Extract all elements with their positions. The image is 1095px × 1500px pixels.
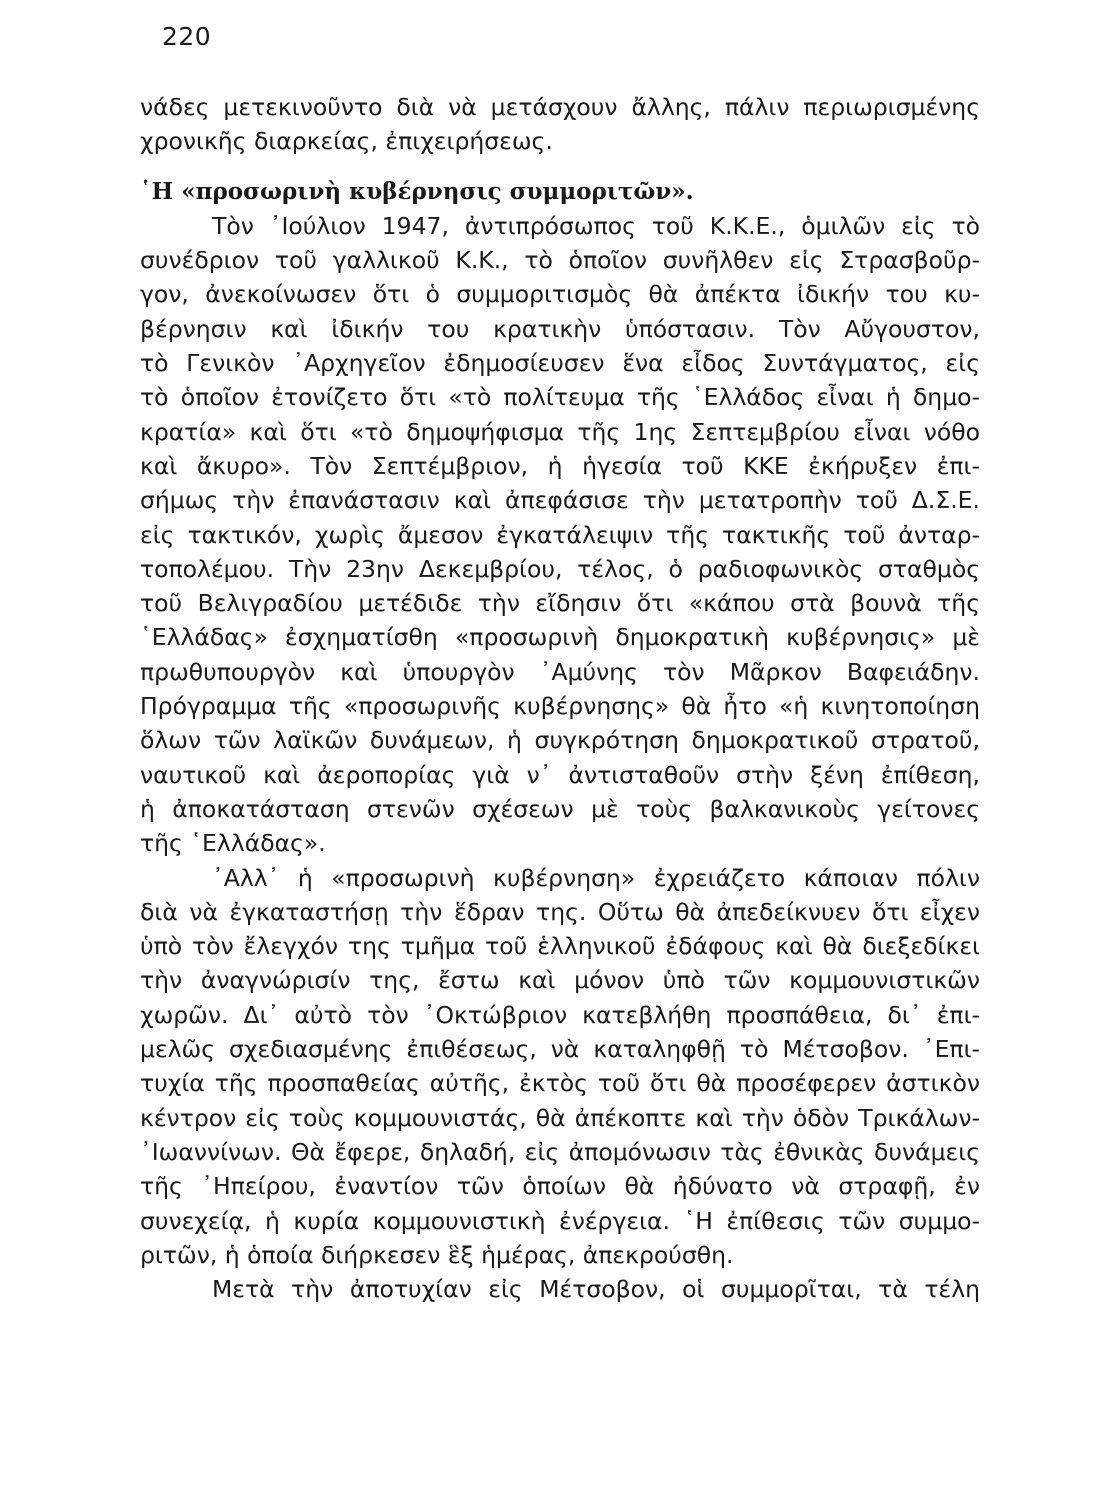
text-line: πρωθυπουργὸν καὶ ὑπουργὸν ᾽Αμύνης τὸν Μᾶρκον Βαφειάδην. (140, 657, 980, 686)
text-line: κρατία» καὶ ὅτι «τὸ δημοψήφισμα τῆς 1ης Σεπτεμβρίου εἶναι νόθο (140, 417, 980, 446)
text-line: ὅλων τῶν λαϊκῶν δυνάμεων, ἡ συγκρότηση δημοκρατικοῦ στρατοῦ, (140, 726, 980, 755)
paragraph-first-line: Τὸν ᾽Ιούλιον 1947, ἀντιπρόσωπος τοῦ Κ.Κ.Ε., ὁμιλῶν εἰς τὸ (212, 211, 980, 240)
text-line: μελῶς σχεδιασμένης ἐπιθέσεως, νὰ καταληφθῇ τὸ Μέτσοβον. ᾽Επι- (140, 1035, 980, 1064)
text-line: ῾Ελλάδας» ἐσχηματίσθη «προσωρινὴ δημοκρατικὴ κυβέρνησις» μὲ (140, 623, 980, 652)
page-number: 220 (162, 22, 212, 51)
text-line: διὰ νὰ ἐγκαταστήσῃ τὴν ἕδραν της. Οὕτω θὰ ἀπεδείκνυεν ὅτι εἶχεν (140, 897, 980, 926)
text-line: κέντρον εἰς τοὺς κομμουνιστάς, θὰ ἀπέκοπτε καὶ τὴν ὁδὸν Τρικάλων- (140, 1103, 980, 1132)
text-line: τοπολέμου. Τὴν 23ην Δεκεμβρίου, τέλος, ὁ ραδιοφωνικὸς σταθμὸς (140, 554, 980, 583)
text-line: τῆς ᾽Ηπείρου, ἐναντίον τῶν ὁποίων θὰ ἠδύνατο νὰ στραφῇ, ἐν (140, 1172, 980, 1201)
paragraph-first-line: ᾽Αλλ᾽ ἡ «προσωρινὴ κυβέρνηση» ἐχρειάζετο κάποιαν πόλιν (212, 863, 980, 892)
text-line: τοῦ Βελιγραδίου μετέδιδε τὴν εἴδησιν ὅτι «κάπου στὰ βουνὰ τῆς (140, 589, 980, 618)
text-line: τὸ Γενικὸν ᾽Αρχηγεῖον ἐδημοσίευσεν ἕνα εἶδος Συντάγματος, εἰς (140, 349, 980, 378)
text-line: σήμως τὴν ἐπανάστασιν καὶ ἀπεφάσισε τὴν μετατροπὴν τοῦ Δ.Σ.Ε. (140, 486, 980, 515)
text-line: συνεχείᾳ, ἡ κυρία κομμουνιστικὴ ἐνέργεια. ῾Η ἐπίθεσις τῶν συμμο- (140, 1206, 980, 1235)
text-line: τὸ ὁποῖον ἐτονίζετο ὅτι «τὸ πολίτευμα τῆς ῾Ελλάδος εἶναι ἡ δημο- (140, 383, 980, 412)
paragraph-first-line: Μετὰ τὴν ἀποτυχίαν εἰς Μέτσοβον, οἱ συμμορῖται, τὰ τέλη (212, 1275, 980, 1304)
text-line: χωρῶν. Δι᾽ αὐτὸ τὸν ᾽Οκτώβριον κατεβλήθη προσπάθεια, δι᾽ ἐπι- (140, 1000, 980, 1029)
body-text (140, 90, 980, 1306)
text-line: νάδες μετεκινοῦντο διὰ νὰ μετάσχουν ἄλλης, πάλιν περιωρισμένης (140, 93, 980, 121)
text-line: τυχία τῆς προσπαθείας αὐτῆς, ἐκτὸς τοῦ ὅτι θὰ προσέφερεν ἀστικὸν (140, 1069, 980, 1098)
text-line: ὑπὸ τὸν ἔλεγχόν της τμῆμα τοῦ ἑλληνικοῦ ἐδάφους καὶ θὰ διεξεδίκει (140, 932, 980, 961)
text-line: τῆς ῾Ελλάδας». (140, 829, 326, 858)
text-line: χρονικῆς διαρκείας, ἐπιχειρήσεως. (140, 127, 553, 156)
text-line: συνέδριον τοῦ γαλλικοῦ Κ.Κ., τὸ ὁποῖον συνῆλθεν εἰς Στρασβοῦρ- (140, 246, 980, 275)
text-line: ᾽Ιωαννίνων. Θὰ ἔφερε, δηλαδή, εἰς ἀπομόνωσιν τὰς ἐθνικὰς δυνάμεις (140, 1137, 980, 1166)
text-line: Πρόγραμμα τῆς «προσωρινῆς κυβέρνησης» θὰ ἦτο «ἡ κινητοποίηση (140, 692, 980, 721)
text-line: ριτῶν, ἡ ὁποία διήρκεσεν ἓξ ἡμέρας, ἀπεκρούσθη. (140, 1240, 734, 1269)
text-line: βέρνησιν καὶ ἰδικήν του κρατικὴν ὑπόστασιν. Τὸν Αὔγουστον, (140, 314, 980, 343)
text-line: εἰς τακτικόν, χωρὶς ἄμεσον ἐγκατάλειψιν τῆς τακτικῆς τοῦ ἀνταρ- (140, 520, 980, 549)
text-line: ναυτικοῦ καὶ ἀεροπορίας γιὰ ν᾽ ἀντισταθοῦν στὴν ξένη ἐπίθεση, (140, 760, 980, 789)
text-line: ἡ ἀποκατάσταση στενῶν σχέσεων μὲ τοὺς βαλκανικοὺς γείτονες (140, 794, 980, 823)
section-heading: ῾Η «προσωρινὴ κυβέρνησις συμμοριτῶν». (140, 177, 694, 205)
text-line: καὶ ἄκυρο». Τὸν Σεπτέμβριον, ἡ ἡγεσία τοῦ ΚΚΕ ἐκήρυξεν ἐπι- (140, 451, 980, 480)
text-line: τὴν ἀναγνώρισίν της, ἔστω καὶ μόνον ὑπὸ τῶν κομμουνιστικῶν (140, 966, 980, 995)
text-line: γον, ἀνεκοίνωσεν ὅτι ὁ συμμοριτισμὸς θὰ ἀπέκτα ἰδικήν του κυ- (140, 280, 980, 309)
